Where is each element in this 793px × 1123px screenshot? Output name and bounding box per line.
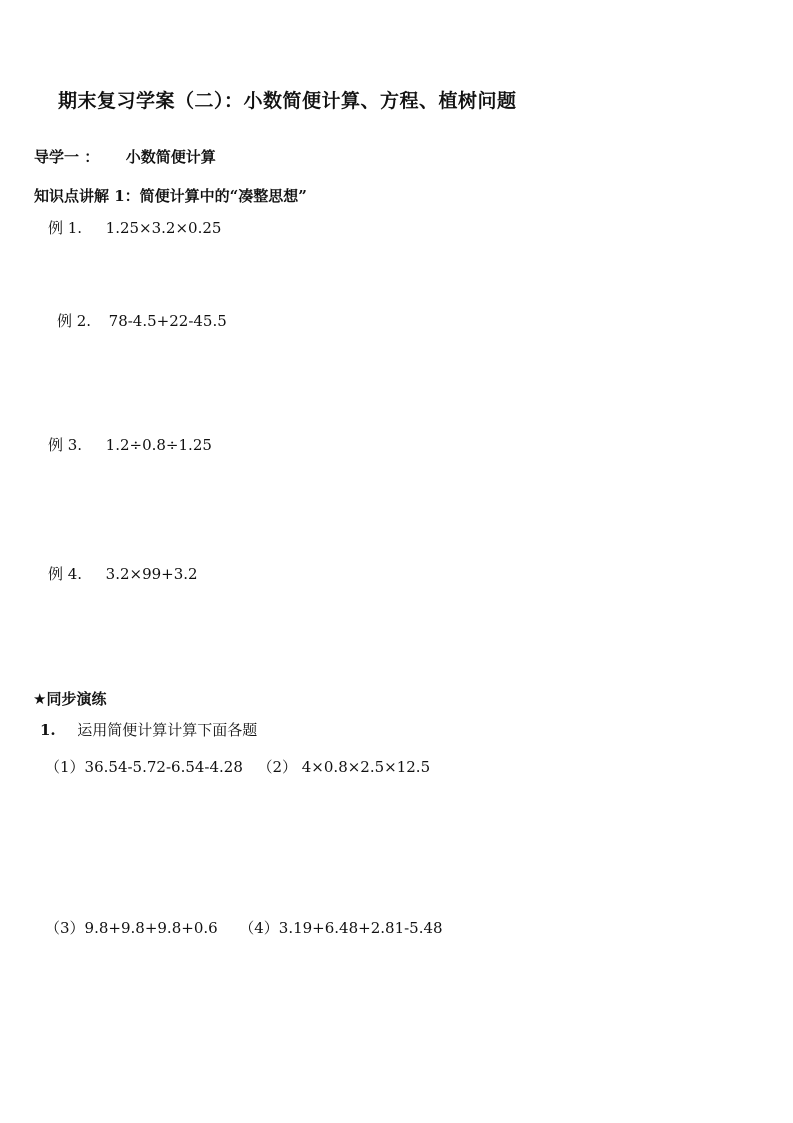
practice-item: （1）36.54-5.72-6.54-4.28 (45, 758, 243, 776)
practice-item: （3）9.8+9.8+9.8+0.6 (45, 919, 218, 937)
knowledge-heading: 知识点讲解 1：简便计算中的“凑整思想” (34, 187, 307, 205)
example-expression: 1.25×3.2×0.25 (105, 219, 222, 237)
example-3 (48, 438, 212, 453)
practice-row-1 (45, 760, 430, 775)
star-icon: ★ (33, 690, 47, 708)
example-label: 例 1. (48, 219, 83, 237)
question-1 (40, 723, 257, 738)
example-label: 例 4. (48, 565, 83, 583)
example-expression: 3.2×99+3.2 (105, 565, 198, 583)
example-4 (48, 567, 198, 582)
example-label: 例 3. (48, 436, 83, 454)
practice-heading-text: 同步演练 (46, 690, 107, 708)
example-2 (57, 314, 227, 329)
example-expression: 78-4.5+22-45.5 (108, 312, 227, 330)
practice-item: （4）3.19+6.48+2.81-5.48 (239, 919, 443, 937)
example-label: 例 2. (57, 312, 92, 330)
practice-item: （2） 4×0.8×2.5×12.5 (257, 758, 431, 776)
guide-topic: 小数简便计算 (125, 148, 216, 166)
practice-row-2 (45, 921, 443, 936)
guide-heading (34, 150, 216, 165)
page-title: 期末复习学案（二）：小数简便计算、方程、植树问题 (58, 90, 517, 112)
practice-heading (33, 692, 106, 707)
example-1 (48, 221, 221, 236)
question-text: 运用简便计算计算下面各题 (77, 721, 258, 739)
question-number: 1. (40, 721, 56, 739)
example-expression: 1.2÷0.8÷1.25 (105, 436, 212, 454)
guide-label: 导学一 ： (34, 148, 100, 166)
